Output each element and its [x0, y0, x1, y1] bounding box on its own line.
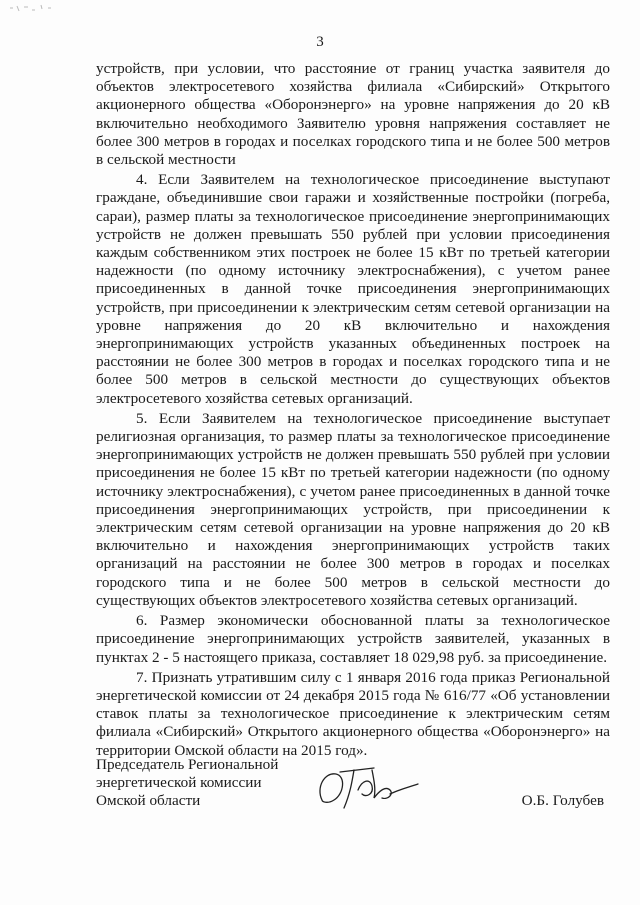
document-body [96, 60, 610, 762]
handwritten-signature [314, 760, 424, 820]
paragraph-continuation: устройств, при условии, что расстояние от границ участка заявителя до объектов электросетевого хозяйства филиала «Сибирский» Открытого акционерного общества «Оборонэнерго» на уровне напряжения до 20 кВ включительно необходимого Заявителю уровня напряжения составляет не более 300 метров в городах и поселках городского типа и не более 500 метров в сельской местности [96, 60, 610, 169]
page-number: 3 [316, 34, 324, 50]
scan-artifact [8, 2, 68, 22]
signer-title: Председатель Региональной энергетической комиссии Омской области [96, 756, 279, 810]
paragraph-5: 5. Если Заявителем на технологическое присоединение выступает религиозная организация, то размер платы за технологическое присоединение энергопринимающих устройств не должен превышать 550 рублей при условии присоединения не более 15 кВт по третьей категории надежности (по одному источнику электроснабжения), с учетом ранее присоединенных в данной точке присоединения энергопринимающих устройств, при присоединении к электрическим сетям сетевой организации на уровне напряжения до 20 кВ включительно и нахождения энергопринимающих устройств таких организаций на расстоянии не более 300 метров в городах и поселках городского типа и не более 500 метров в сельской местности до существующих объектов электросетевого хозяйства сетевых организаций. [96, 409, 610, 609]
signature-block [96, 756, 610, 826]
paragraph-4: 4. Если Заявителем на технологическое присоединение выступают граждане, объединившие свои гаражи и хозяйственные постройки (погреба, сараи), размер платы за технологическое присоединение энергопринимающих устройств не должен превышать 550 рублей при условии присоединения каждым собственником этих построек не более 15 кВт по третьей категории надежности (по одному источнику электроснабжения), с учетом ранее присоединенных в данной точке присоединения энергопринимающих устройств, при присоединении к электрическим сетям сетевой организации на уровне напряжения до 20 кВ включительно и нахождения энергопринимающих устройств указанных объединенных построек на расстоянии не более 300 метров в городах и поселках городского типа и не более 500 метров в сельской местности до существующих объектов электросетевого хозяйства сетевых организаций. [96, 171, 610, 407]
paragraph-7: 7. Признать утратившим силу с 1 января 2016 года приказ Региональной энергетической комиссии от 24 декабря 2015 года № 616/77 «Об установлении ставок платы за технологическое присоединение к электрическим сетям филиала «Сибирский» Открытого акционерного общества «Оборонэнерго» на территории Омской области на 2015 год». [96, 668, 610, 759]
paragraph-6: 6. Размер экономически обоснованной платы за технологическое присоединение энергопринимающих устройств заявителей, указанных в пунктах 2 - 5 настоящего приказа, составляет 18 029,98 руб. за присоединение. [96, 612, 610, 666]
signer-name: О.Б. Голубев [521, 792, 604, 809]
